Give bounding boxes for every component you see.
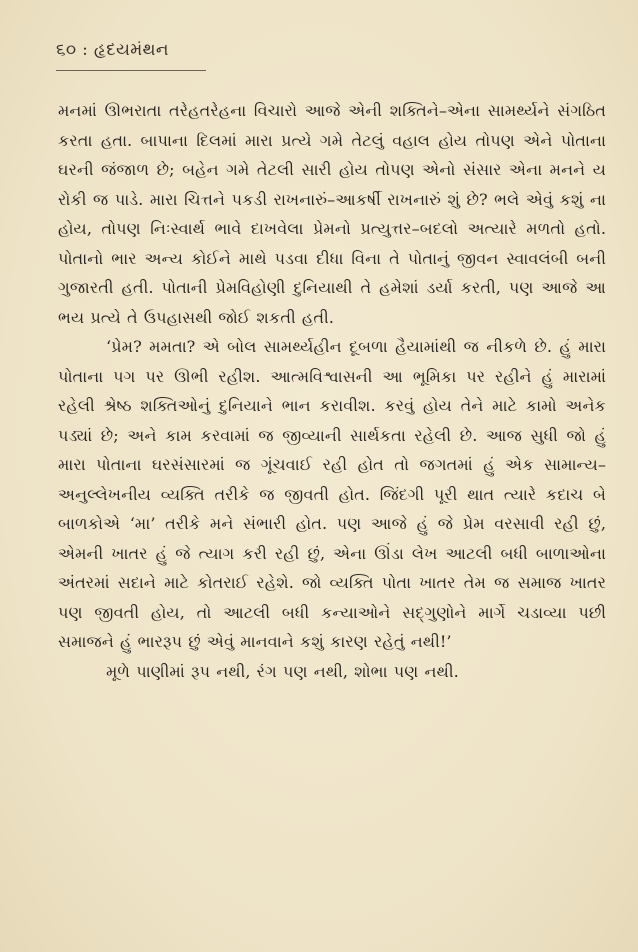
- paragraph: મૂળે પાણીમાં રૂપ નથી, રંગ પણ નથી, શોભા પણ નથી.: [106, 661, 459, 681]
- paragraph: ‘પ્રેમ? મમતા? એ બોલ સામર્થ્યહીન દૂબળા હૈયામાંથી જ નીકળે છે. હું મારા પોતાના પગ પર ઊભી રહીશ. આત્મવિશ્વાસની આ ભૂમિકા પર રહીને હું મારામાં રહેલી શ્રેષ્ઠ શક્તિઓનું દુનિયાને ભાન કરાવીશ. કરવું હોય તેને માટે કામો અનેક પડ્યાં છે; અને કામ કરવામાં જ જીવ્યાની સાર્થકતા રહેલી છે. આજ સુધી જો હું મારા પોતાના ઘરસંસારમાં જ ગૂંચવાઈ રહી હોત તો જગતમાં હું એક સામાન્ય–અનુલ્લેખનીય વ્યક્તિ તરીકે જ જીવતી હોત. જિંદગી પૂરી થાત ત્યારે કદાચ બે બાળકોએ ‘મા’ તરીકે મને સંભારી હોત. પણ આજે હું જે પ્રેમ વરસાવી રહી છું, એમની ખાતર હું જે ત્યાગ કરી રહી છું, એના ઊંડા લેખ આટલી બધી બાળાઓના અંતરમાં સદાને માટે કોતરાઈ રહેશે. જો વ્યક્તિ પોતા ખાતર તેમ જ સમાજ ખાતર પણ જીવતી હોય, તો આટલી બધી કન્યાઓને સદ્‌ગુણોને માર્ગે ચડાવ્યા પછી સમાજને હું ભારરૂપ છું એવું માનવાને કશું કારણ રહેતું નથી!’: [58, 337, 606, 651]
- page-number: ૬૦: [56, 40, 77, 60]
- header-separator: :: [82, 40, 89, 60]
- running-header: [56, 40, 169, 60]
- book-title: હૃદયમંથન: [93, 40, 169, 60]
- body-text: [58, 96, 606, 686]
- header-rule: [56, 70, 206, 71]
- paragraph: મનમાં ઊભરાતા તરેહતરેહના વિચારો આજે એની શક્તિને–એના સામર્થ્યને સંગઠિત કરતા હતા. બાપાના દિલમાં મારા પ્રત્યે ગમે તેટલું વહાલ હોય તોપણ એને પોતાના ઘરની જંજાળ છે; બહેન ગમે તેટલી સારી હોય તોપણ એનો સંસાર એના મનને ય રોકી જ પાડે. મારા ચિત્તને પકડી રાખનારું–આકર્ષી રાખનારું શું છે? ભલે એવું કશું ના હોય, તોપણ નિઃસ્વાર્થ ભાવે દાખવેલા પ્રેમનો પ્રત્યુત્તર–બદલો અત્યારે મળતો હતો. પોતાનો ભાર અન્ય કોઈને માથે પડવા દીધા વિના તે પોતાનું જીવન સ્વાવલંબી બની ગુજારતી હતી. પોતાની પ્રેમવિહોણી દુનિયાથી તે હમેશાં ડર્યા કરતી, પણ આજે આ ભય પ્રત્યે તે ઉપહાસથી જોઈ શકતી હતી.: [58, 101, 606, 327]
